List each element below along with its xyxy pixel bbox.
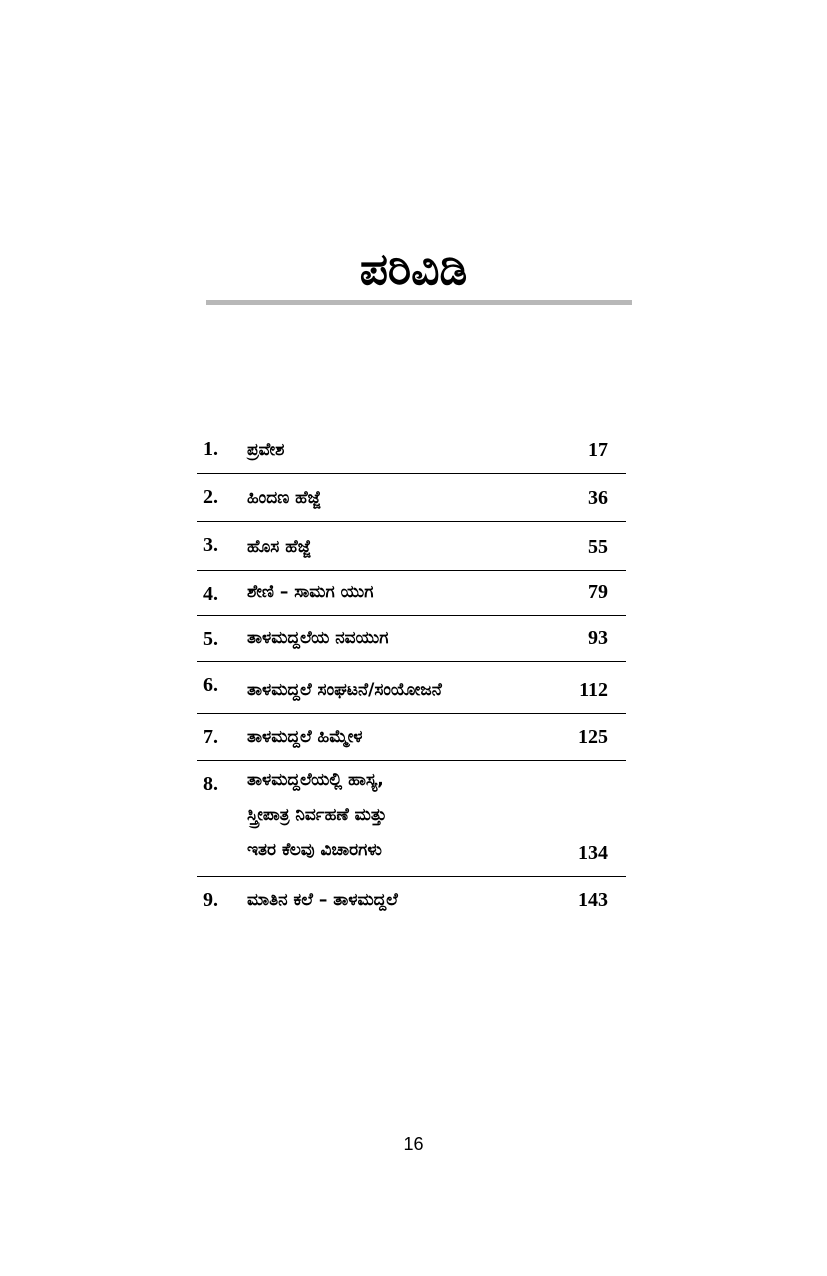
- toc-entry-title-line: ಪ್ರವೇಶ: [247, 440, 285, 460]
- toc-entry-page: 17: [588, 439, 608, 461]
- toc-entry-title: [247, 427, 528, 465]
- toc-entry-page: 143: [578, 889, 608, 911]
- toc-entry-page: 79: [588, 581, 608, 603]
- toc-entry-title: [247, 524, 528, 562]
- toc-entry-number: 8.: [203, 773, 218, 795]
- page-number: 16: [403, 1134, 424, 1154]
- toc-entry-number: 3.: [203, 534, 218, 556]
- table-of-contents: [197, 426, 626, 923]
- toc-entry-title-line: ಶೇಣಿ – ಸಾಮಗ ಯುಗ: [247, 582, 374, 602]
- toc-entry-page: 55: [588, 536, 608, 558]
- toc-entry-title: [247, 755, 528, 868]
- toc-entry-title-line: ತಾಳಮದ್ದಲೆ ಹಿಮ್ಮೇಳ: [247, 727, 363, 747]
- toc-entry-number: 4.: [203, 583, 218, 605]
- toc-entry-page: 36: [588, 487, 608, 509]
- toc-entry-title-line: ಹಿಂದಣ ಹೆಜ್ಜೆ: [247, 488, 321, 508]
- toc-entry: [197, 616, 626, 662]
- toc-entry-title-line: ಮಾತಿನ ಕಲೆ – ತಾಳಮದ್ದಲೆ: [247, 890, 398, 910]
- toc-entry: [197, 426, 626, 474]
- toc-entry-page: 125: [578, 726, 608, 748]
- toc-entry: [197, 714, 626, 761]
- toc-entry-title-line: ತಾಳಮದ್ದಲೆಯ ನವಯುಗ: [247, 628, 389, 648]
- toc-entry-title-line: ತಾಳಮದ್ದಲೆಯಲ್ಲಿ ಹಾಸ್ಯ,: [247, 770, 384, 790]
- toc-entry-title: [247, 615, 528, 653]
- toc-entry-number: 7.: [203, 726, 218, 748]
- toc-entry-number: 1.: [203, 438, 218, 460]
- toc-entry-title-line: ಹೊಸ ಹೆಜ್ಜೆ: [247, 537, 311, 557]
- toc-entry-title: [247, 569, 528, 607]
- toc-entry-page: 134: [578, 842, 608, 864]
- toc-entry-title: [247, 877, 528, 915]
- toc-entry-page: 112: [579, 679, 608, 701]
- title-underline: [206, 300, 632, 305]
- toc-entry-number: 5.: [203, 628, 218, 650]
- toc-entry-title: [247, 475, 528, 513]
- toc-entry-title-line: ಸ್ತ್ರೀಪಾತ್ರ ನಿರ್ವಹಣೆ ಮತ್ತು: [247, 805, 387, 825]
- toc-entry: [197, 571, 626, 616]
- toc-entry: [197, 522, 626, 571]
- toc-entry-number: 2.: [203, 486, 218, 508]
- toc-entry: [197, 877, 626, 923]
- toc-entry-page: 93: [588, 627, 608, 649]
- toc-entry-title-line: ತಾಳಮದ್ದಲೆ ಸಂಘಟನೆ/ಸಂಯೋಜನೆ: [247, 680, 442, 700]
- toc-entry: [197, 474, 626, 522]
- toc-entry: [197, 761, 626, 877]
- toc-entry-title: [247, 667, 528, 705]
- toc-entry-number: 6.: [203, 674, 218, 696]
- toc-entry-title: [247, 714, 528, 752]
- toc-entry-title-line: ಇತರ ಕೆಲವು ವಿಚಾರಗಳು: [247, 840, 382, 860]
- toc-entry-number: 9.: [203, 889, 218, 911]
- page-title: ಪರಿವಿಡಿ: [359, 244, 468, 295]
- toc-entry: [197, 662, 626, 714]
